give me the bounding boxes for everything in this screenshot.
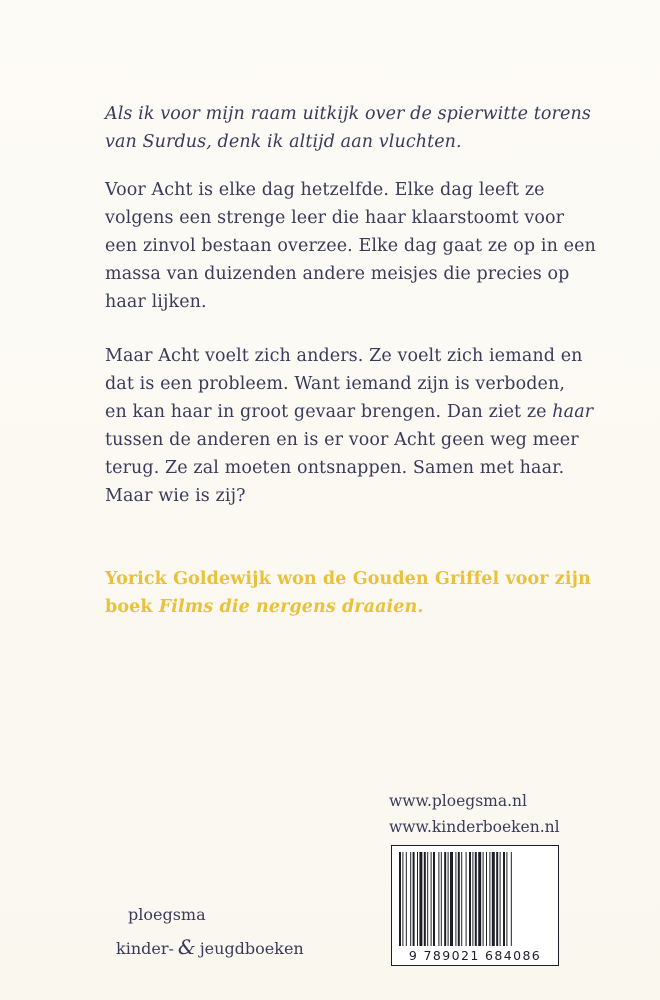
publisher-brand: ploegsma [128,905,206,924]
publisher-logo [116,904,304,962]
ampersand-icon: & [177,935,196,959]
blurb-line: Maar Acht voelt zich anders. Ze voelt zich iemand en [105,346,583,366]
barcode-bars [392,846,560,946]
book-title: Films die nergens draaien. [158,597,424,617]
website-link[interactable]: www.ploegsma.nl [389,792,527,810]
intro-line: Als ik voor mijn raam uitkijk over de spierwitte torens [105,104,591,124]
blurb-line: volgens een strenge leer die haar klaarstoomt voor [105,208,565,228]
award-line [105,593,575,621]
isbn-number: 9 789021 684086 [408,948,542,963]
blurb-line: Maar wie is zij? [105,486,246,506]
blurb-line: een zinvol bestaan overzee. Elke dag gaat ze op in een [105,236,596,256]
publisher-imprint [116,934,304,962]
award-note [105,565,591,621]
blurb-line: terug. Ze zal moeten ontsnappen. Samen met haar. [105,458,565,478]
emphasized-word: haar [552,402,594,422]
blurb-line: Voor Acht is elke dag hetzelfde. Elke dag leeft ze [105,180,545,200]
blurb-paragraph-2 [105,342,594,510]
award-line: Yorick Goldewijk won de Gouden Griffel voor zijn [105,569,591,589]
imprint-left: kinder- [116,939,174,958]
blurb-line: tussen de anderen en is er voor Acht geen weg meer [105,430,579,450]
intro-quote [105,100,591,156]
blurb-line: dat is een probleem. Want iemand zijn is verboden, [105,374,565,394]
blurb-paragraph-1 [105,176,596,316]
intro-line: van Surdus, denk ik altijd aan vluchten. [105,132,462,152]
blurb-text: en kan haar in groot gevaar brengen. Dan ziet ze [105,402,553,422]
award-text: boek [105,597,159,617]
blurb-line [105,398,594,426]
website-link[interactable]: www.kinderboeken.nl [389,818,560,836]
isbn-barcode [391,845,559,966]
publisher-websites [389,788,560,840]
blurb-line: haar lijken. [105,292,207,312]
blurb-line: massa van duizenden andere meisjes die precies op [105,264,570,284]
imprint-right: jeugdboeken [199,939,304,958]
